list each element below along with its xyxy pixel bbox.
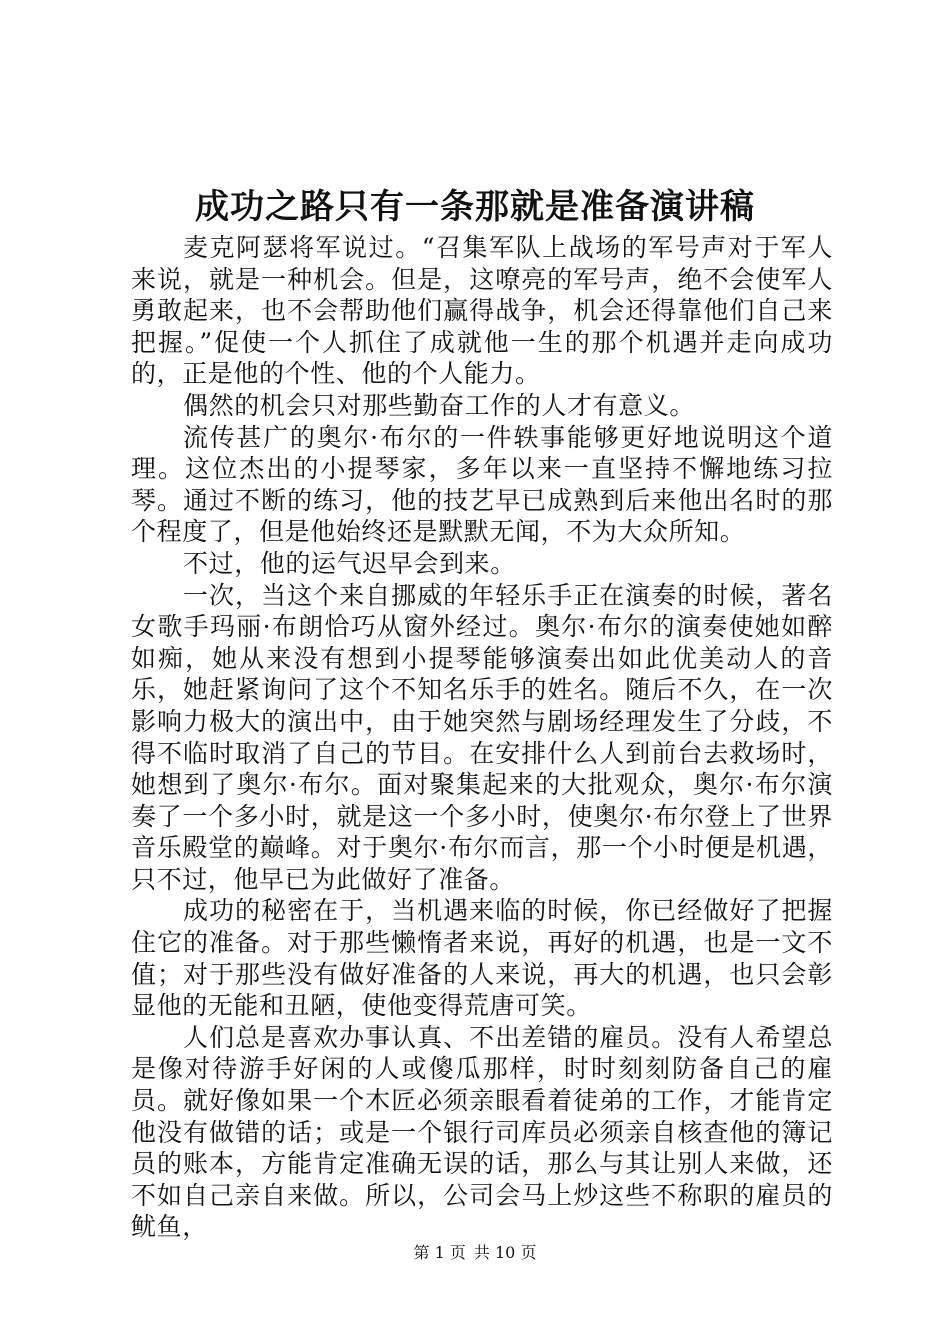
paragraph: 不过，他的运气迟早会到来。 (183, 548, 516, 578)
page-total: 共 10 页 (473, 1243, 537, 1262)
document-body (131, 232, 833, 1243)
paragraph: 流传甚广的奥尔·布尔的一件轶事能够更好地说明这个道理。这位杰出的小提琴家，多年以来一直坚持不懈地练习拉琴。通过不断的练习，他的技艺早已成熟到后来他出名时的那个程度了，但是他始终还是默默无闻，不为大众所知。 (131, 422, 833, 547)
paragraph: 麦克阿瑟将军说过。“召集军队上战场的军号声对于军人来说，就是一种机会。但是，这嘹亮的军号声，绝不会使军人勇敢起来，也不会帮助他们赢得战争，机会还得靠他们自己来把握。”促使一个人抓住了成就他一生的那个机遇并走向成功的，正是他的个性、他的个人能力。 (131, 233, 833, 389)
page-footer (0, 1241, 950, 1265)
page-number: 第 1 页 (413, 1243, 466, 1262)
paragraph: 一次，当这个来自挪威的年轻乐手正在演奏的时候，著名女歌手玛丽·布朗恰巧从窗外经过。奥尔·布尔的演奏使她如醉如痴，她从来没有想到小提琴能够演奏出如此优美动人的音乐，她赶紧询问了这个不知名乐手的姓名。随后不久，在一次影响力极大的演出中，由于她突然与剧场经理发生了分歧，不得不临时取消了自己的节目。在安排什么人到前台去救场时，她想到了奥尔·布尔。面对聚集起来的大批观众，奥尔·布尔演奏了一个多小时，就是这一个多小时，使奥尔·布尔登上了世界音乐殿堂的巅峰。对于奥尔·布尔而言，那一个小时便是机遇，只不过，他早已为此做好了准备。 (131, 580, 833, 894)
paragraph: 人们总是喜欢办事认真、不出差错的雇员。没有人希望总是像对待游手好闲的人或傻瓜那样，时时刻刻防备自己的雇员。就好像如果一个木匠必须亲眼看着徒弟的工作，才能肯定他没有做错的话；或是一个银行司库员必须亲自核查他的簿记员的账本，方能肯定准确无误的话，那么与其让别人来做，还不如自己亲自来做。所以，公司会马上炒这些不称职的雇员的鱿鱼， (131, 1022, 833, 1242)
paragraph: 偶然的机会只对那些勤奋工作的人才有意义。 (183, 390, 696, 420)
paragraph: 成功的秘密在于，当机遇来临的时候，你已经做好了把握住它的准备。对于那些懒惰者来说，再好的机遇，也是一文不值；对于那些没有做好准备的人来说，再大的机遇，也只会彰显他的无能和丑陋，使他变得荒唐可笑。 (131, 896, 833, 1021)
document-title: 成功之路只有一条那就是准备演讲稿 (195, 187, 755, 227)
